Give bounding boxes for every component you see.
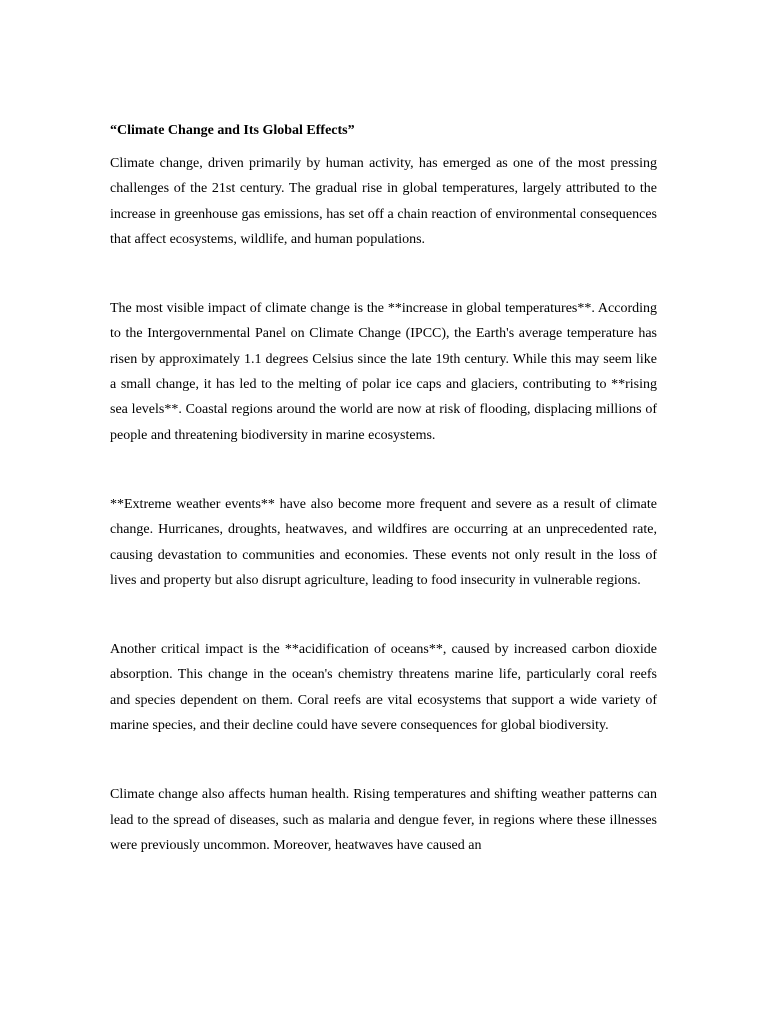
paragraph-intro: Climate change, driven primarily by human activity, has emerged as one of the most pressing challenges of the 21st century. The gradual rise in global temperatures, largely attributed to the increase in greenhouse gas emissions, has set off a chain reaction of environmental consequences that affect ecosystems, wildlife, and human populations. bbox=[110, 156, 657, 247]
paragraph-extreme-weather: **Extreme weather events** have also become more frequent and severe as a result of climate change. Hurricanes, droughts, heatwaves, and wildfires are occurring at an unprecedented rate, causing devastation to communities and economies. These events not only result in the loss of lives and property but also disrupt agriculture, leading to food insecurity in vulnerable regions. bbox=[110, 496, 657, 588]
paragraph-temperatures: The most visible impact of climate change is the **increase in global temperatures**. According to the Intergovernmental Panel on Climate Change (IPCC), the Earth's average temperature has risen by approximately 1.1 degrees Celsius since the late 19th century. While this may seem like a small change, it has led to the melting of polar ice caps and glaciers, contributing to **rising sea levels**. Coastal regions around the world are now at risk of flooding, displacing millions of people and threatening biodiversity in marine ecosystems. bbox=[110, 301, 657, 443]
paragraph-human-health: Climate change also affects human health. Rising temperatures and shifting weather patterns can lead to the spread of diseases, such as malaria and dengue fever, in regions where these illnesses were previously uncommon. Moreover, heatwaves have caused an bbox=[110, 787, 657, 853]
document-title: “Climate Change and Its Global Effects” bbox=[110, 123, 355, 138]
document-body bbox=[110, 118, 657, 858]
paragraph-ocean-acidification: Another critical impact is the **acidification of oceans**, caused by increased carbon dioxide absorption. This change in the ocean's chemistry threatens marine life, particularly coral reefs and species dependent on them. Coral reefs are vital ecosystems that support a wide variety of marine species, and their decline could have severe consequences for global biodiversity. bbox=[110, 642, 657, 734]
